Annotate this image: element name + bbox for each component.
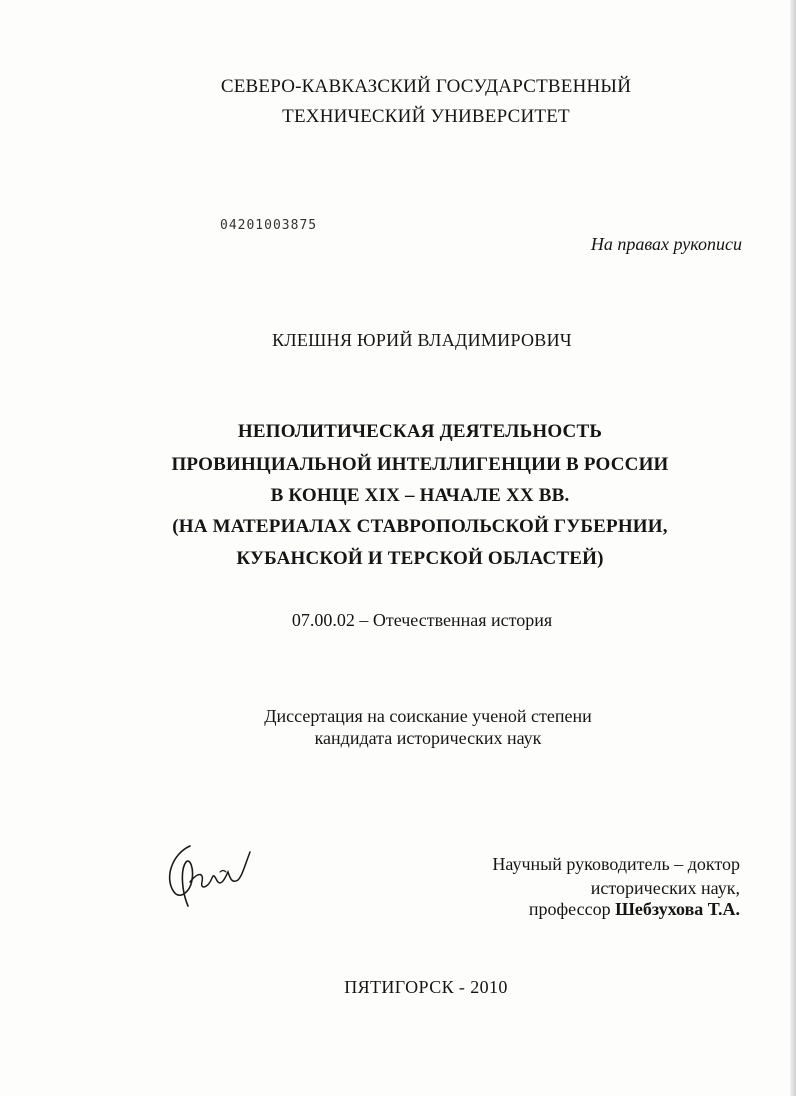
university-name-line-2: ТЕХНИЧЕСКИЙ УНИВЕРСИТЕТ — [282, 106, 570, 127]
dissertation-title-line-5: КУБАНСКОЙ И ТЕРСКОЙ ОБЛАСТЕЙ) — [236, 548, 604, 569]
manuscript-rights-note: На правах рукописи — [590, 234, 742, 254]
author-signature — [160, 832, 260, 916]
advisor-line-2: исторических наук, — [590, 878, 740, 898]
dissertation-degree-line-1: Диссертация на соискание ученой степени — [264, 706, 592, 726]
city-year: ПЯТИГОРСК - 2010 — [344, 977, 508, 997]
dissertation-title-line-3: В КОНЦЕ XIX – НАЧАЛЕ XX ВВ. — [270, 485, 570, 506]
dissertation-title-line-1: НЕПОЛИТИЧЕСКАЯ ДЕЯТЕЛЬНОСТЬ — [237, 421, 603, 442]
advisor-name: Шебзухова Т.А. — [615, 899, 740, 919]
dissertation-title-line-2: ПРОВИНЦИАЛЬНОЙ ИНТЕЛЛИГЕНЦИИ В РОССИИ — [171, 454, 669, 475]
university-name-line-1: СЕВЕРО-КАВКАЗСКИЙ ГОСУДАРСТВЕННЫЙ — [220, 76, 632, 97]
dissertation-degree-line-2: кандидата исторических наук — [314, 728, 542, 748]
specialty-code: 07.00.02 – Отечественная история — [291, 610, 553, 630]
stamp-code: 04201003875 — [220, 218, 318, 233]
advisor-line-3 — [529, 899, 740, 920]
dissertation-title-line-4: (НА МАТЕРИАЛАХ СТАВРОПОЛЬСКОЙ ГУБЕРНИИ, — [172, 516, 668, 537]
advisor-title: профессор — [528, 899, 616, 919]
advisor-line-1: Научный руководитель – доктор — [492, 854, 740, 874]
author-name: КЛЕШНЯ ЮРИЙ ВЛАДИМИРОВИЧ — [272, 330, 572, 350]
